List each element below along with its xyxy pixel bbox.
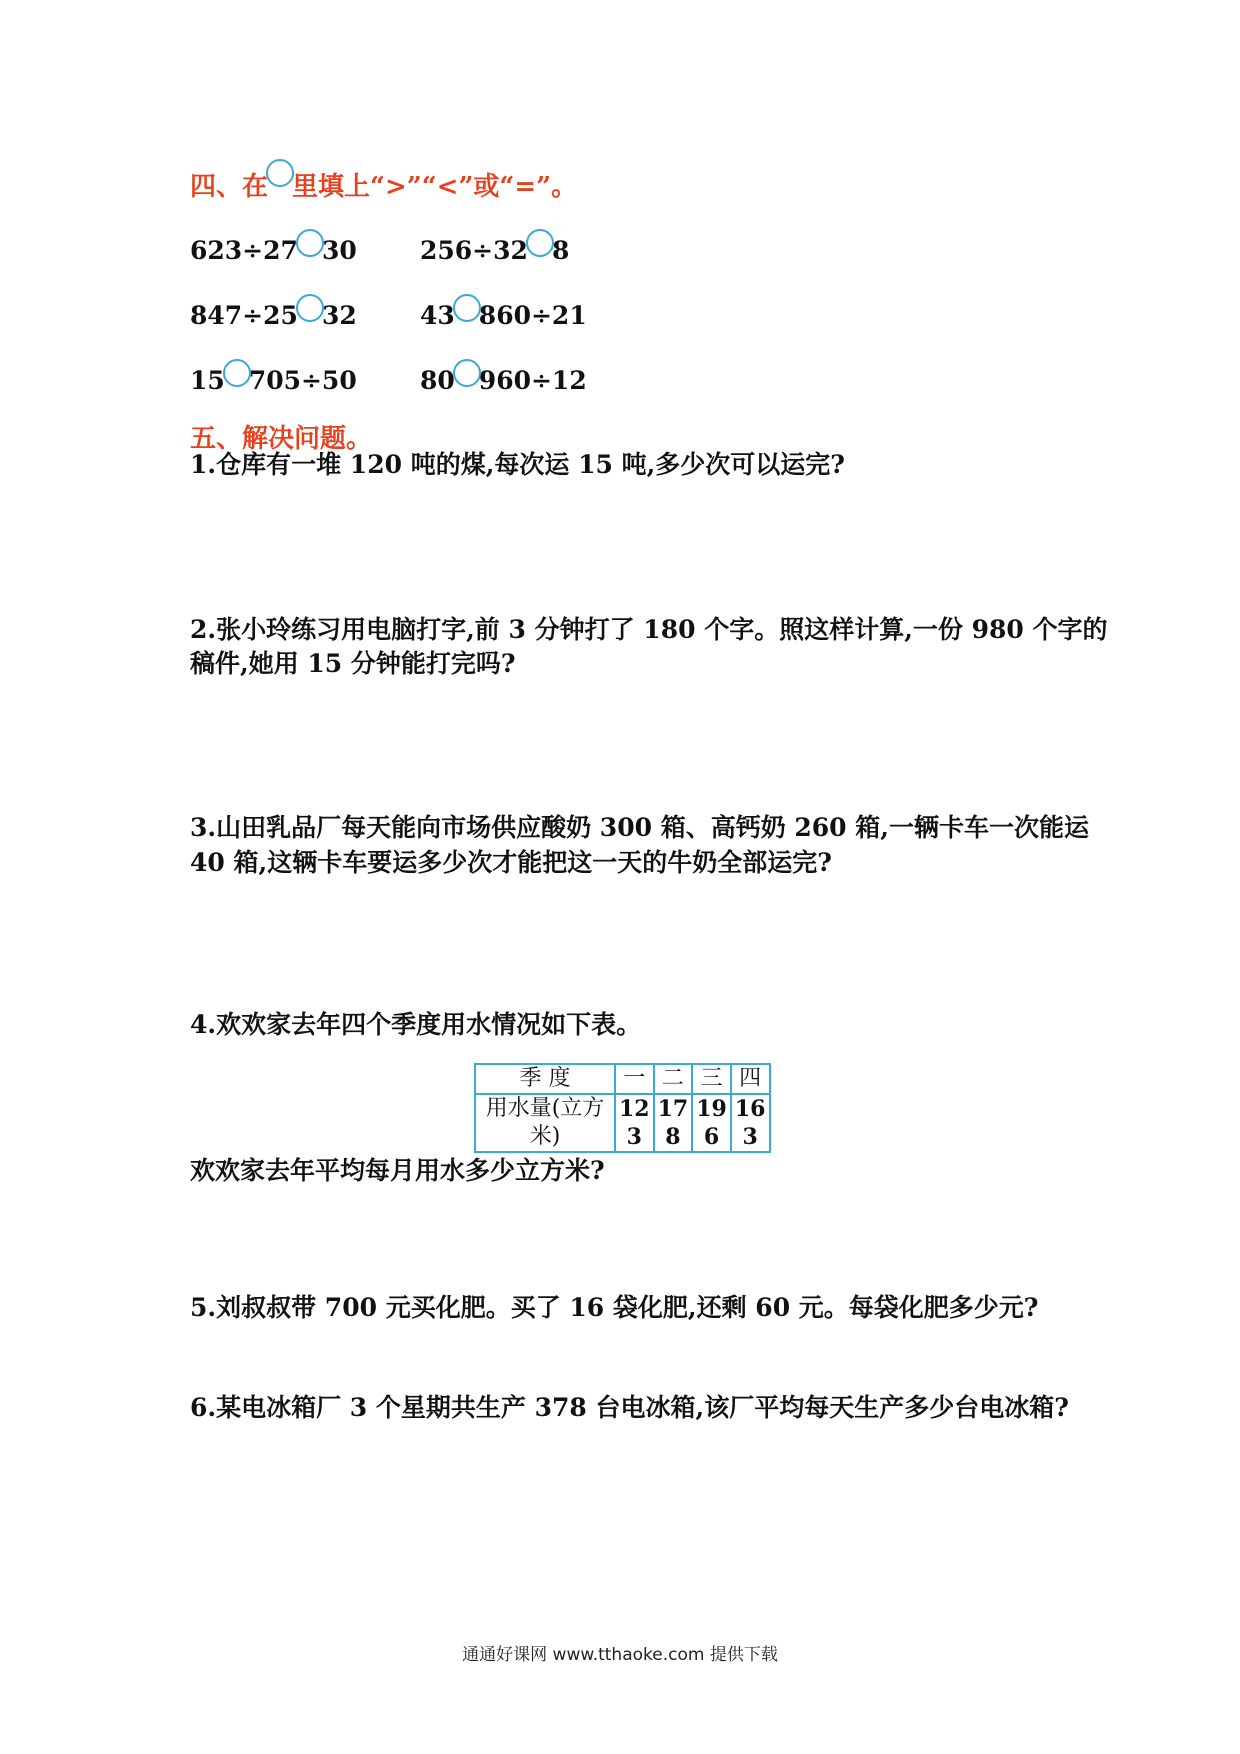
quarter-3: 三 <box>692 1064 731 1094</box>
answer-circle[interactable] <box>453 359 481 387</box>
water-usage-table <box>474 1063 771 1153</box>
answer-circle[interactable] <box>296 229 324 257</box>
compare-right: 705÷50 <box>248 366 357 395</box>
section4-title-suffix: 里填上“>”“<”或“=”。 <box>292 172 578 202</box>
question-3-line1: 3.山田乳品厂每天能向市场供应酸奶 300 箱、高钙奶 260 箱,一辆卡车一次能运 <box>190 813 1089 842</box>
question-4-question: 欢欢家去年平均每月用水多少立方米? <box>190 1156 605 1185</box>
table-row <box>475 1094 770 1152</box>
quarter-4: 四 <box>731 1064 770 1094</box>
table-cell <box>654 1094 693 1152</box>
footer-text: 通通好课网 www.tthaoke.com 提供下载 <box>462 1645 778 1665</box>
blank-circle-icon <box>266 159 294 187</box>
cell-line1: 16 <box>734 1096 766 1122</box>
question-5: 5.刘叔叔带 700 元买化肥。买了 16 袋化肥,还剩 60 元。每袋化肥多少元? <box>190 1293 1039 1322</box>
answer-circle[interactable] <box>223 359 251 387</box>
compare-left: 847÷25 <box>190 301 298 330</box>
question-4-intro: 4.欢欢家去年四个季度用水情况如下表。 <box>190 1010 642 1039</box>
cell-line1: 17 <box>657 1096 689 1122</box>
compare-item-3 <box>190 301 357 330</box>
cell-line2: 3 <box>742 1124 758 1150</box>
compare-right: 30 <box>321 236 357 265</box>
table-header-row <box>475 1064 770 1094</box>
cell-line2: 8 <box>665 1124 681 1150</box>
answer-circle[interactable] <box>296 294 324 322</box>
section4-title <box>190 166 577 203</box>
compare-left: 80 <box>420 366 455 395</box>
compare-left: 15 <box>190 366 225 395</box>
cell-line2: 3 <box>626 1124 642 1150</box>
cell-line1: 19 <box>696 1096 727 1122</box>
section5-title: 五、解决问题。 <box>190 424 373 454</box>
quarter-1: 一 <box>615 1064 654 1094</box>
table-cell <box>731 1094 770 1152</box>
cell-line1: 12 <box>619 1096 650 1122</box>
question-2-line1: 2.张小玲练习用电脑打字,前 3 分钟打了 180 个字。照这样计算,一份 980 个字的 <box>190 615 1108 644</box>
compare-left: 256÷32 <box>420 236 528 265</box>
compare-right: 8 <box>551 236 570 265</box>
question-6: 6.某电冰箱厂 3 个星期共生产 378 台电冰箱,该厂平均每天生产多少台电冰箱? <box>190 1393 1069 1422</box>
question-2-line2: 稿件,她用 15 分钟能打完吗? <box>190 649 516 678</box>
compare-item-5 <box>190 366 357 395</box>
question-3-line2: 40 箱,这辆卡车要运多少次才能把这一天的牛奶全部运完? <box>190 848 832 877</box>
compare-item-6 <box>420 366 587 395</box>
table-cell <box>692 1094 731 1152</box>
table-header-label: 季 度 <box>475 1064 615 1094</box>
answer-circle[interactable] <box>526 229 554 257</box>
compare-right: 32 <box>321 301 357 330</box>
compare-item-2 <box>420 236 569 265</box>
compare-right: 860÷21 <box>478 301 587 330</box>
row-label-line1: 用水量(立方 <box>485 1096 605 1121</box>
compare-item-4 <box>420 301 587 330</box>
compare-right: 960÷12 <box>478 366 587 395</box>
section4-title-prefix: 四、在 <box>190 172 269 202</box>
row-label <box>475 1094 615 1152</box>
compare-item-1 <box>190 236 357 265</box>
row-label-line2: 米) <box>529 1124 561 1149</box>
question-1: 1.仓库有一堆 120 吨的煤,每次运 15 吨,多少次可以运完? <box>190 450 845 479</box>
table-cell <box>615 1094 654 1152</box>
compare-left: 623÷27 <box>190 236 298 265</box>
compare-left: 43 <box>420 301 455 330</box>
answer-circle[interactable] <box>453 294 481 322</box>
quarter-2: 二 <box>654 1064 693 1094</box>
cell-line2: 6 <box>703 1124 720 1150</box>
